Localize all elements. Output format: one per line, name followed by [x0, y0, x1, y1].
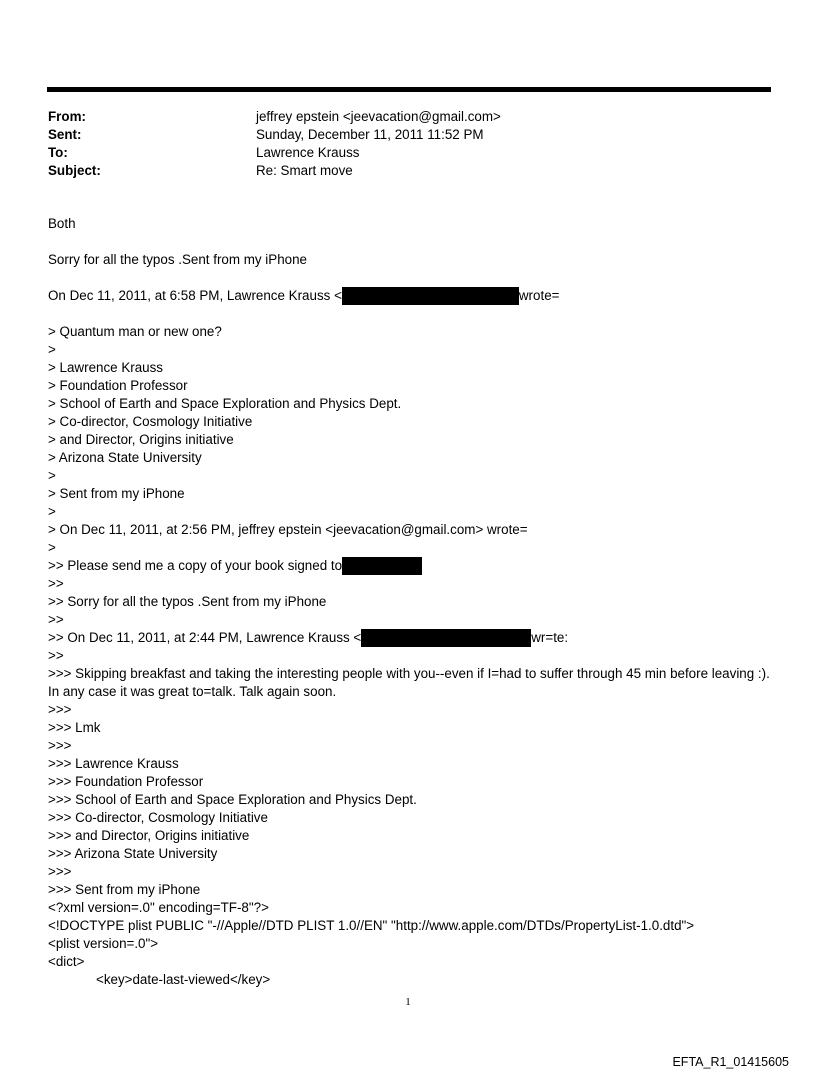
body-paragraph: >>> Skipping breakfast and taking the interesting people with you--even if I=had to suffer through 45 min before leaving :). In any case it was great to=talk. Talk again soon.	[48, 666, 770, 699]
body-line: > and Director, Origins initiative	[48, 432, 234, 447]
document-id: EFTA_R1_01415605	[672, 1055, 789, 1069]
body-line: Both	[48, 216, 76, 231]
body-line: > Foundation Professor	[48, 378, 188, 393]
body-line: <?xml version=.0" encoding=TF-8"?>	[48, 900, 269, 915]
body-line: >	[48, 342, 56, 357]
body-line: >>> Lawrence Krauss	[48, 756, 179, 771]
to-row	[48, 144, 501, 162]
body-line: >>> Arizona State University	[48, 846, 218, 861]
subject-row	[48, 162, 501, 180]
body-line: >>> Co-director, Cosmology Initiative	[48, 810, 268, 825]
body-line: > Quantum man or new one?	[48, 324, 222, 339]
body-line	[48, 287, 778, 305]
sent-value: Sunday, December 11, 2011 11:52 PM	[256, 127, 484, 142]
subject-value: Re: Smart move	[256, 163, 353, 178]
body-line: > School of Earth and Space Exploration and Physics Dept.	[48, 396, 402, 411]
body-line: >>> Lmk	[48, 720, 101, 735]
body-line: <!DOCTYPE plist PUBLIC "-//Apple//DTD PLIST 1.0//EN" "http://www.apple.com/DTDs/PropertyList-1.0.dtd">	[48, 918, 695, 933]
body-line: >	[48, 540, 56, 555]
body-line: > Sent from my iPhone	[48, 486, 185, 501]
sent-row	[48, 126, 501, 144]
body-line: > On Dec 11, 2011, at 2:56 PM, jeffrey epstein <jeevacation@gmail.com> wrote=	[48, 522, 528, 537]
header-rule	[47, 87, 771, 92]
body-line: >>>	[48, 702, 72, 717]
sent-label: Sent:	[48, 127, 82, 142]
body-line: >>	[48, 576, 64, 591]
from-label: From:	[48, 109, 86, 124]
redaction-box	[342, 287, 519, 305]
body-line: >>> Foundation Professor	[48, 774, 204, 789]
body-line: Sorry for all the typos .Sent from my iPhone	[48, 252, 307, 267]
body-line: >	[48, 504, 56, 519]
to-label: To:	[48, 145, 68, 160]
body-line: >>> School of Earth and Space Exploration and Physics Dept.	[48, 792, 417, 807]
body-line: >>>	[48, 738, 72, 753]
quoted-reply-header: >> On Dec 11, 2011, at 2:44 PM, Lawrence Krauss <	[48, 630, 362, 645]
page-number: 1	[405, 996, 411, 1008]
from-value: jeffrey epstein <jeevacation@gmail.com>	[256, 109, 501, 124]
body-line	[48, 557, 778, 575]
body-line: >>>	[48, 864, 72, 879]
body-line: >>> Sent from my iPhone	[48, 882, 201, 897]
body-line	[48, 629, 778, 647]
body-line: > Co-director, Cosmology Initiative	[48, 414, 253, 429]
body-line: <dict>	[48, 954, 85, 969]
reply-header-text: On Dec 11, 2011, at 6:58 PM, Lawrence Krauss <	[48, 288, 342, 303]
redaction-box	[342, 557, 422, 575]
from-row	[48, 108, 501, 126]
redaction-box	[361, 629, 531, 647]
body-line: <key>date-last-viewed</key>	[96, 972, 271, 987]
to-value: Lawrence Krauss	[256, 145, 360, 160]
email-header	[48, 108, 501, 180]
subject-label: Subject:	[48, 163, 101, 178]
quoted-reply-tail: wr=te:	[531, 630, 569, 645]
body-line: >	[48, 468, 56, 483]
body-line: >> Sorry for all the typos .Sent from my iPhone	[48, 594, 327, 609]
reply-header-tail: wrote=	[518, 288, 560, 303]
body-line: >>	[48, 648, 64, 663]
quoted-text: >> Please send me a copy of your book signed to	[48, 558, 343, 573]
email-body	[48, 215, 778, 989]
body-line: > Lawrence Krauss	[48, 360, 163, 375]
body-line: >>> and Director, Origins initiative	[48, 828, 250, 843]
body-line: <plist version=.0">	[48, 936, 159, 951]
body-line: >>	[48, 612, 64, 627]
body-line: > Arizona State University	[48, 450, 202, 465]
